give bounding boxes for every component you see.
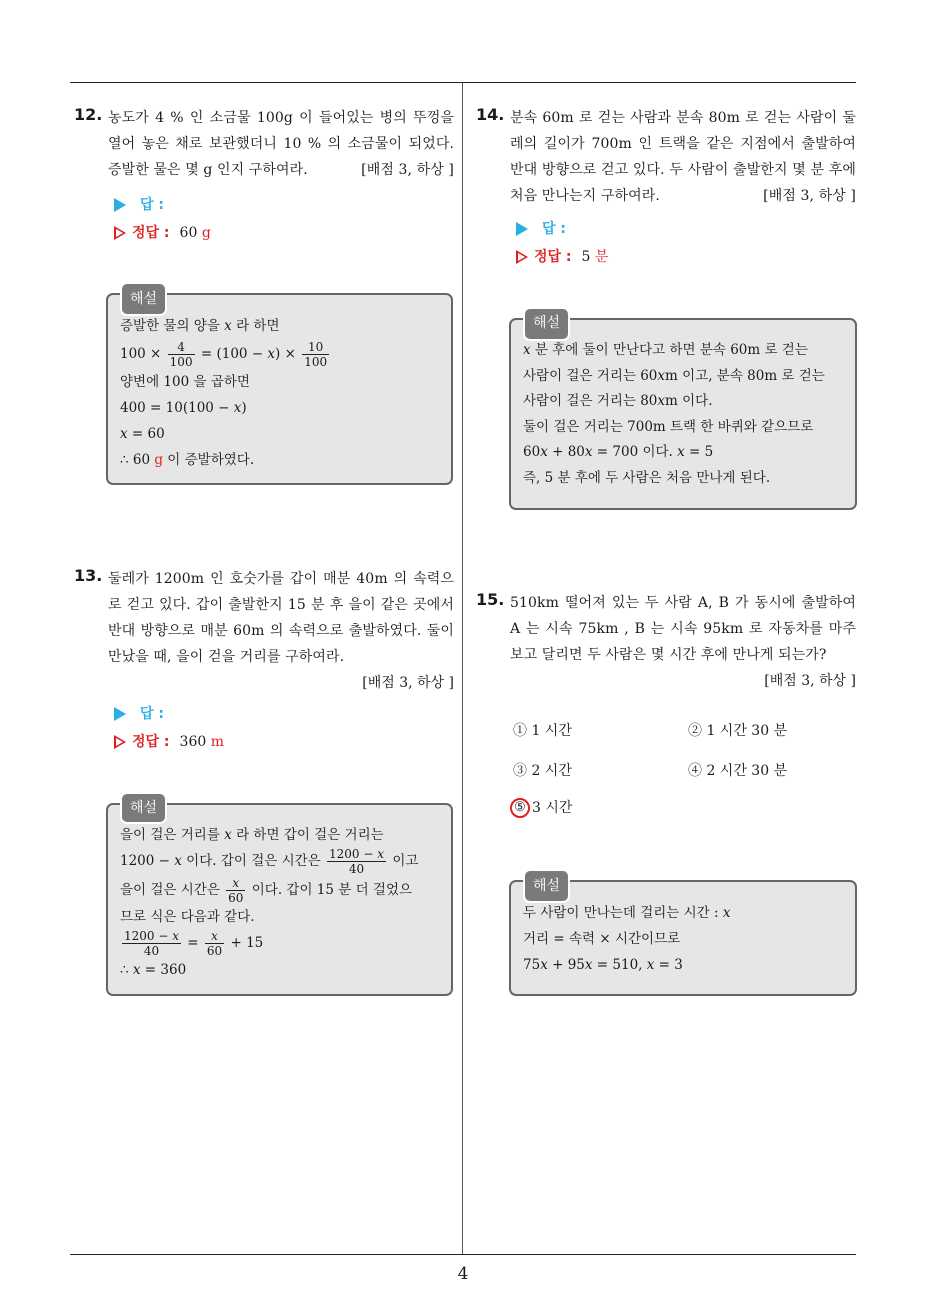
solution-box-15 bbox=[509, 880, 857, 996]
solution-line: 두 사람이 만나는데 걸리는 시간 : x bbox=[523, 905, 731, 921]
solution-line: 증발한 물의 양을 x 라 하면 bbox=[120, 318, 280, 334]
page-number: 4 bbox=[457, 1264, 469, 1284]
solution-line: 을이 걸은 시간은 $\frac{x}{60}$ 이다. 갑이 15 분 더 걸었으 bbox=[120, 876, 413, 905]
triangle-outline-icon bbox=[114, 735, 126, 749]
problem-15 bbox=[476, 590, 856, 694]
solution-box-12 bbox=[106, 293, 453, 485]
solution-tag: 해설 bbox=[523, 307, 570, 341]
solution-line: ∴ 60 g 이 증발하였다. bbox=[120, 452, 255, 468]
solution-line: 1200 − x 이다. 갑이 걸은 시간은 $\frac{1200 - x}{40}$ 이고 bbox=[120, 847, 419, 876]
solution-line: 60x + 80x = 700 이다. x = 5 bbox=[523, 444, 714, 460]
top-rule bbox=[70, 82, 856, 83]
solution-box-14 bbox=[509, 315, 857, 510]
solution-line: 둘이 걸은 거리는 700m 트랙 한 바퀴와 같으므로 bbox=[523, 418, 814, 435]
problem-13 bbox=[74, 566, 454, 756]
problem-text: 분속 60m 로 걷는 사람과 분속 80m 로 걷는 사람이 둘레의 길이가 700m 인 트랙을 같은 지점에서 출발하여 반대 방향으로 걷고 있다. 두 사람이 출발한지 몇 분 후에 처음 만나는지 구하여라. [배점 3, 하상 ] bbox=[510, 105, 856, 209]
solution-line: 100 × $\frac{4}{100}$ = (100 − x) × $\frac{10}{100}$ bbox=[120, 340, 328, 369]
choice-4[interactable]: ④ 2 시간 30 분 bbox=[688, 763, 788, 779]
answer-line: 답 : bbox=[114, 700, 454, 728]
solution-tag: 해설 bbox=[120, 282, 167, 316]
problem-number: 15. bbox=[476, 590, 505, 609]
play-icon bbox=[114, 198, 126, 212]
problem-number: 12. bbox=[74, 105, 103, 124]
problem-text: 510km 떨어져 있는 두 사람 A, B 가 동시에 출발하여 A 는 시속 75km , B 는 시속 95km 로 자동차를 마주 보고 달리면 두 사람은 몇 시간 후에 만나게 되는가? bbox=[510, 595, 856, 663]
correct-answer-line: 정답 : 5 분 bbox=[516, 243, 856, 271]
choice-5[interactable]: ⑤ 3 시간 bbox=[510, 797, 572, 818]
correct-answer-line: 정답 : 60 g bbox=[114, 219, 454, 247]
triangle-outline-icon bbox=[114, 226, 126, 240]
solution-tag: 해설 bbox=[120, 792, 167, 824]
choice-list bbox=[513, 720, 853, 830]
problem-text: 둘레가 1200m 인 호숫가를 갑이 매분 40m 의 속력으로 걷고 있다. 갑이 출발한지 15 분 후 을이 같은 곳에서 반대 방향으로 매분 60m 의 속력으로 출발하였다. 둘이 만났을 때, 을이 걷을 거리를 구하여라. bbox=[108, 571, 454, 665]
solution-line: $\frac{1200 - x}{40}$ = $\frac{x}{60}$ + 15 bbox=[124, 929, 264, 958]
choice-3[interactable]: ③ 2 시간 bbox=[513, 763, 572, 779]
answer-circle-icon: ⑤ bbox=[510, 798, 530, 818]
correct-answer-line: 정답 : 360 m bbox=[114, 728, 454, 756]
problem-12 bbox=[74, 105, 454, 247]
problem-meta: [배점 3, 하상 ] bbox=[362, 675, 454, 691]
solution-line: 사람이 걸은 거리는 80xm 이다. bbox=[523, 393, 713, 409]
solution-line: 사람이 걸은 거리는 60xm 이고, 분속 80m 로 걷는 bbox=[523, 367, 825, 384]
problem-number: 13. bbox=[74, 566, 103, 585]
problem-meta: [배점 3, 하상 ] bbox=[763, 188, 856, 204]
solution-line: x 분 후에 둘이 만난다고 하면 분속 60m 로 걷는 bbox=[523, 342, 808, 358]
solution-line: x = 60 bbox=[120, 426, 165, 442]
solution-line: 즉, 5 분 후에 두 사람은 처음 만나게 된다. bbox=[523, 469, 771, 486]
solution-line: 75x + 95x = 510, x = 3 bbox=[523, 957, 683, 973]
play-icon bbox=[114, 707, 126, 721]
problem-meta: [배점 3, 하상 ] bbox=[764, 673, 856, 689]
solution-line: 양변에 100 을 곱하면 bbox=[120, 374, 250, 390]
solution-line: 므로 식은 다음과 같다. bbox=[120, 909, 255, 925]
problem-text: 농도가 4 % 인 소금물 100g 이 들어있는 병의 뚜껑을 열어 놓은 채로 보관했더니 10 % 의 소금물이 되었다. 증발한 물은 몇 g 인지 구하여라. [배점 3, 하상 ] bbox=[108, 105, 454, 183]
play-icon bbox=[516, 222, 528, 236]
solution-line: ∴ x = 360 bbox=[120, 962, 187, 978]
solution-box-13 bbox=[106, 800, 453, 996]
solution-line: 거리 = 속력 × 시간이므로 bbox=[523, 931, 681, 947]
choice-2[interactable]: ② 1 시간 30 분 bbox=[688, 723, 788, 739]
problem-meta: [배점 3, 하상 ] bbox=[361, 162, 454, 178]
column-divider bbox=[462, 83, 463, 1254]
solution-tag: 해설 bbox=[523, 869, 570, 903]
problem-14 bbox=[476, 105, 856, 271]
choice-1[interactable]: ① 1 시간 bbox=[513, 723, 572, 739]
answer-line: 답 : bbox=[114, 191, 454, 219]
solution-line: 400 = 10(100 − x) bbox=[120, 400, 247, 416]
solution-line: 을이 걸은 거리를 x 라 하면 갑이 걸은 거리는 bbox=[120, 827, 384, 843]
triangle-outline-icon bbox=[516, 250, 528, 264]
problem-number: 14. bbox=[476, 105, 505, 124]
bottom-rule bbox=[70, 1254, 856, 1255]
answer-line: 답 : bbox=[516, 215, 856, 243]
